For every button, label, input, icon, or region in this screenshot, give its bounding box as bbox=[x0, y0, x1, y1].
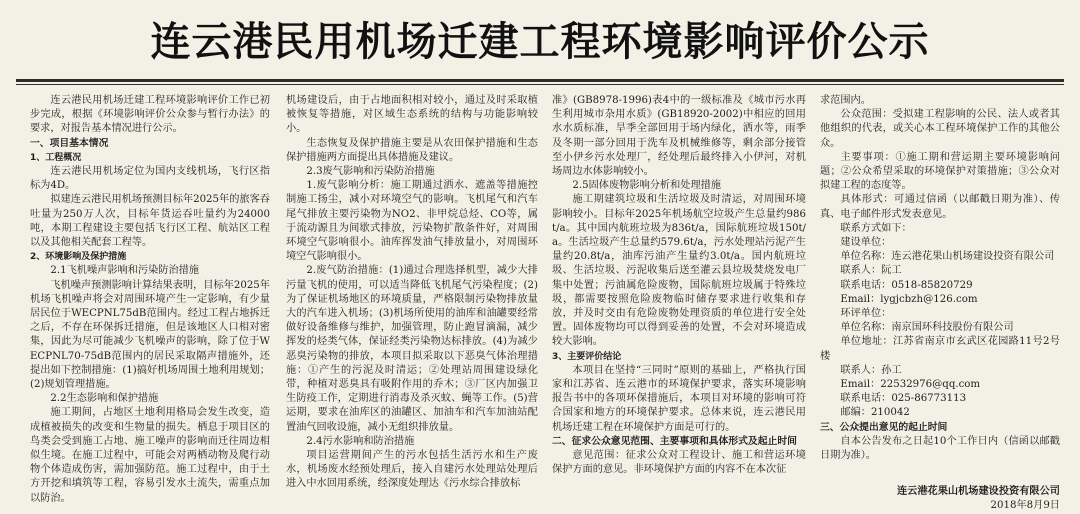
text-column-2 bbox=[286, 94, 538, 490]
paragraph: 2.1飞机噪声影响和污染防治措施 bbox=[50, 265, 200, 277]
paragraph: 2.3废气影响和污染防治措施 bbox=[306, 166, 435, 178]
paragraph: 邮编：210042 bbox=[840, 407, 910, 419]
paragraph: 1.废气影响分析：施工期通过洒水、遮盖等措施控制施工扬尘，减小对环境空气的影响。飞机尾气和汽车尾气排放主要污染物为NO2、非甲烷总烃、CO等，属于流动源且为间歇式排放，污染物扩散条件好，对周围环境空气影响很小。油库挥发油气排放量小，对周围环境空气影响很小。 bbox=[286, 180, 538, 263]
text-column-4 bbox=[820, 94, 1060, 512]
paragraph: 连云港民用机场定位为国内支线机场，飞行区指标为4D。 bbox=[30, 166, 270, 192]
subsection-heading: 2、环境影响及保护措施 bbox=[30, 252, 127, 263]
text-column-1 bbox=[30, 94, 270, 504]
page-title: 连云港民用机场迁建工程环境影响评价公示 bbox=[150, 19, 930, 65]
paragraph: 单位地址：江苏省南京市玄武区花园路11号2号楼 bbox=[820, 336, 1060, 362]
text-column-3 bbox=[552, 94, 806, 476]
paragraph: 2.废气防治措施：(1)通过合理选择机型，减少大排污量飞机的使用，可以适当降低飞机尾气污染程度；(2)为了保证机场地区的环境质量，严格限制污染物排放量大的汽车进入机场；(3)机场所使用的油库和油罐要经常做好设备维修与维护，加强管理，防止跑冒滴漏，减少挥发的烃类气体，保证经类污染物达标排放。(4)为减少恶臭污染物的排放，本项目拟采取以下恶臭气体治理措施：①产生的污泥及时清运；②处理站周围建设绿化带，种植对恶臭具有吸附作用的乔木；③厂区内加强卫生防疫工作，定期进行消毒及杀灭蚊、蝇等工作。(5)营运期，要求在油库区的油罐区、加油车和汽车加油站配置油气回收设施，减小无组织排放量。 bbox=[286, 265, 538, 433]
paragraph: 意见范围：征求公众对工程设计、施工和营运环境保护方面的意见。非环境保护方面的内容不在本次征 bbox=[552, 450, 806, 476]
paragraph: 准》(GB8978-1996)表4中的一级标准及《城市污水再生利用城市杂用水质》(GB18920-2002)中相应的回用水水质标准，旱季全部回用于场内绿化，洒水等，雨季及冬期一部分回用于洗车及机械维修等，剩余部分接管至小伊乡污水处理厂，经处理后最终排入小伊河，对机场周边水体影响较小。 bbox=[552, 95, 806, 178]
paragraph: 具体形式：可通过信函（以邮戳日期为准）、传真、电子邮件形式发表意见。 bbox=[820, 194, 1060, 220]
paragraph: 单位名称：连云港花果山机场建设投资有限公司 bbox=[840, 251, 1055, 263]
paragraph: 联系人：阮工 bbox=[840, 265, 902, 277]
paragraph: 2018年8月9日 bbox=[990, 500, 1060, 512]
paragraph: 施工期间，占地区土地利用格局会发生改变，造成植被损失的改变和生物量的损失。栖息于项目区的鸟类会受到施工占地、施工噪声的影响而迁往周边相似生境。在施工过程中，可能会对两栖动物及爬行动物个体造成伤害，需加强防范。施工过程中，由于土方开挖和填筑等工程，容易引发水土流失，需重点加以防治。 bbox=[30, 407, 270, 504]
paragraph: 求范围内。 bbox=[820, 95, 871, 106]
subsection-heading: 1、工程概况 bbox=[30, 152, 82, 163]
paragraph: 环评单位： bbox=[840, 308, 892, 320]
paragraph: 联系人：孙工 bbox=[840, 364, 902, 376]
paragraph: Email：22532976@qq.com bbox=[840, 379, 981, 391]
paragraph: 建设单位： bbox=[840, 237, 892, 249]
section-heading: 一、项目基本情况 bbox=[30, 137, 109, 149]
section-heading: 三、公众提出意见的起止时间 bbox=[820, 421, 948, 433]
title-rule-thin bbox=[16, 84, 1064, 85]
paragraph: 2.2生态影响和保护措施 bbox=[50, 393, 159, 405]
paragraph: 单位名称：南京国环科技股份有限公司 bbox=[840, 322, 1014, 334]
paragraph: 联系电话：0518-85820729 bbox=[840, 279, 973, 291]
paragraph: 施工期建筑垃圾和生活垃圾及时清运，对周围环境影响较小。目标年2025年机场航空垃圾产生总量约986t/a。其中国内航班垃圾为836t/a，国际航班垃圾150t/a。生活垃圾产生总量约579.6t/a，污水处理站污泥产生量约20.8t/a，油库污油产生量约3.0t/a。国内航班垃圾、生活垃圾、污泥收集后送至灌云县垃圾焚烧发电厂集中处置；污油属危险废物，国际航班垃圾属于特殊垃圾，都需要按照危险废物临时储存要求进行收集和存放，并及时交由有危险废物处理资质的单位进行安全处置。固体废物均可以得到妥善的处置，不会对环境造成较大影响。 bbox=[552, 194, 806, 348]
title-rule bbox=[16, 79, 1064, 82]
paragraph: 2.5固体废物影响分析和处理措施 bbox=[572, 180, 722, 192]
paragraph: 项目运营期间产生的污水包括生活污水和生产废水，机场废水经预处理后，接入自建污水处理站处理后进入中水回用系统，经深度处理达《污水综合排放标 bbox=[286, 450, 538, 490]
paragraph: 连云港花果山机场建设投资有限公司 bbox=[897, 486, 1060, 498]
paragraph: 生态恢复及保护措施主要是从农田保护措施和生态保护措施两方面提出具体措施及建议。 bbox=[286, 137, 538, 163]
paragraph: 联系电话：025-86773113 bbox=[840, 393, 967, 405]
paragraph: 公众范围：受拟建工程影响的公民、法人或者其他组织的代表，或关心本工程环境保护工作的其他公众。 bbox=[820, 109, 1060, 149]
paragraph: 飞机噪声预测影响计算结果表明，目标年2025年机场飞机噪声将会对周围环境产生一定影响，有少量居民位于WECPNL75dB范围内。经过工程占地拆迁之后，不存在环保拆迁措施，但是该地区人口相对密集，因此为尽可能减少飞机噪声的影响，除了位于WECPNL70-75dB范围内的居民采取隔声措施外，还提出如下控制措施：(1)搞好机场周围土地利用规划；(2)规划管理措施。 bbox=[30, 279, 270, 391]
paragraph: 拟建连云港民用机场预测目标年2025年的旅客吞吐量为250万人次，目标年货运吞吐量约为24000吨，本期工程建设主要包括飞行区工程、航站区工程以及其他相关配套工程等。 bbox=[30, 194, 270, 249]
paragraph: 2.4污水影响和防治措施 bbox=[306, 435, 415, 447]
paragraph: 机场建设后，由于占地面积相对较小，通过及时采取植被恢复等措施，对区域生态系统的结构与功能影响较小。 bbox=[286, 95, 538, 135]
section-heading: 二、征求公众意见范围、主要事项和具体形式及起止时间 bbox=[552, 435, 797, 447]
paragraph: 联系方式如下： bbox=[840, 222, 912, 234]
paragraph: 连云港民用机场迁建工程环境影响评价工作已初步完成，根据《环境影响评价公众参与暂行办法》的要求，对报告基本情况进行公示。 bbox=[30, 95, 270, 135]
subsection-heading: 3、主要评价结论 bbox=[552, 351, 622, 362]
paragraph: Email：lygjcbzh@126.com bbox=[840, 293, 978, 305]
paragraph: 本项目在坚持“三同时”原则的基础上，严格执行国家和江苏省、连云港市的环境保护要求，落实环境影响报告书中的各项环保措施后，本项目对环境的影响可符合国家和地方的环境保护要求。总体来说，连云港民用机场迁建工程在环境保护方面是可行的。 bbox=[552, 364, 806, 433]
paragraph: 自本公告发布之日起10个工作日内（信函以邮戳日期为准）。 bbox=[820, 435, 1060, 462]
paragraph: 主要事项：①施工期和营运期主要环境影响问题；②公众希望采取的环境保护对策措施；③公众对拟建工程的态度等。 bbox=[820, 151, 1060, 192]
